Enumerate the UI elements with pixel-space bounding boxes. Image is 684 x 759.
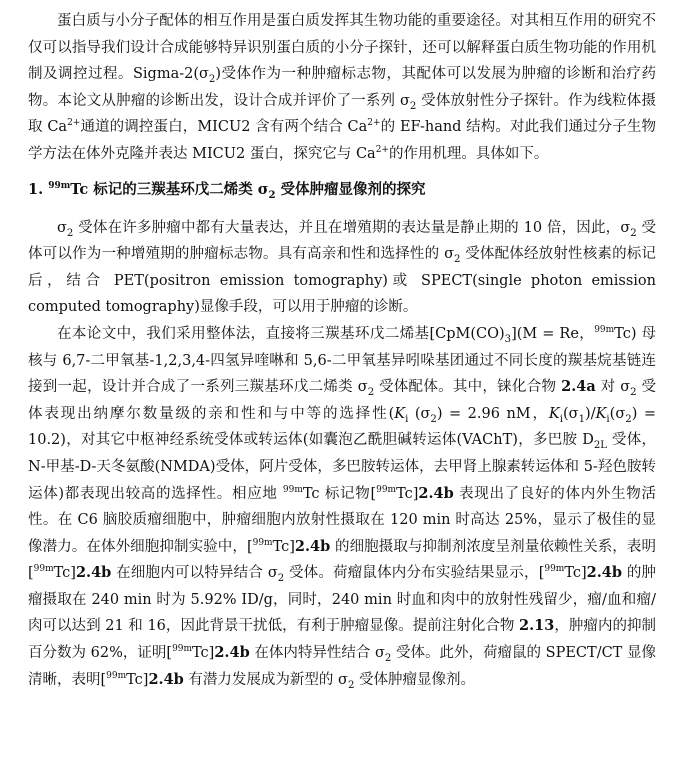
text-run: 的作用机理。具体如下。 [388, 145, 549, 162]
text-run: 受体。荷瘤鼠体内分布实验结果显示，[ [284, 565, 545, 582]
subscript: 2 [208, 74, 216, 86]
superscript: 99m [544, 564, 565, 575]
text-run: Tc 标记物[ [302, 485, 377, 502]
text-run: 受体放射性分子探针。作为线粒体摄取 Ca [28, 92, 657, 136]
text-run: Tc 标记的三羰基环戊二烯类 σ [70, 180, 269, 198]
subscript: 2 [430, 413, 437, 425]
subscript: i [606, 413, 610, 425]
superscript: 99m [33, 564, 54, 575]
bold-text: 2.4b [418, 484, 454, 502]
text-run: 在细胞内可以特异结合 σ [111, 565, 278, 582]
text-run: 在体内特异性结合 σ [249, 645, 385, 662]
text-run: Tc] [126, 671, 149, 688]
italic-text: K [394, 405, 406, 422]
superscript: 99m [48, 180, 71, 191]
subscript: 3 [504, 333, 512, 345]
text-run: 受体配体。其中，铼化合物 [374, 379, 562, 396]
text-run: 受体肿瘤显像剂。 [354, 671, 476, 688]
subscript: 2 [630, 387, 637, 399]
subscript: 2 [66, 227, 74, 239]
bold-text: 2.13 [519, 617, 555, 635]
subscript: 2 [625, 413, 632, 425]
text-run: Tc] [564, 565, 587, 582]
text-run: ，肿瘤内的抑制百分数为 62%，证明[ [28, 618, 656, 662]
superscript: 99m [282, 484, 303, 495]
text-run: ) = 2.96 nM， [436, 405, 549, 422]
text-run: 受体在许多肿瘤中都有大量表达，并且在增殖期的表达量是静止期的 10 倍，因此，σ [73, 219, 631, 236]
bold-text: 2.4b [75, 564, 112, 582]
text-run: 对 σ [595, 379, 631, 396]
text-run: Tc] [192, 645, 215, 662]
subscript: i [405, 413, 409, 425]
text-run: Tc) 母核与 6,7-二甲氧基-1,2,3,4-四氢异喹啉和 5,6-二甲氧基异吲哚基团通过不同长度的羰基烷基链连接到一起，设计并合成了一系列三羰基环戊二烯类 σ [28, 325, 656, 396]
text-run: 表现出了良好的体内外生物活性。在 C6 脑胶质瘤细胞中，肿瘤细胞内放射性摄取在 120 min 时高达 25%，显示了极佳的显像潜力。在体外细胞抑制实验中，[ [28, 485, 657, 555]
body-paragraph [28, 215, 656, 321]
text-run: (σ [408, 405, 431, 422]
section-body [28, 215, 656, 694]
text-run: 受体可以作为一种增殖期的肿瘤标志物。具有高亲和性和选择性的 σ [28, 219, 656, 263]
subscript: 2 [347, 679, 355, 691]
bold-text: 2.4b [294, 537, 331, 555]
text-run: 受体表现出纳摩尔数量级的亲和性和与中等的选择性( [28, 379, 657, 422]
text-run: Tc] [396, 485, 419, 502]
intro-paragraph [28, 8, 656, 168]
text-run: 1. [28, 180, 49, 198]
body-paragraph [28, 321, 656, 693]
text-run: 有潜力发展成为新型的 σ [183, 671, 348, 688]
subscript: 2 [268, 188, 276, 201]
subscript: 2 [277, 573, 285, 585]
text-run: σ [57, 219, 67, 236]
subscript: 2 [367, 387, 375, 399]
text-run: 通道的调控蛋白，MICU2 含有两个结合 Ca [80, 119, 368, 136]
subscript: 2 [409, 100, 417, 112]
text-run: 的肿瘤摄取在 240 min 时为 5.92% ID/g，同时，240 min 时血和肉中的放射性残留少，瘤/血和瘤/肉可以达到 21 和 16，因此背景干扰低，有利于肿瘤显像。提前注射化合物 [28, 565, 657, 635]
intro-section [28, 8, 656, 168]
subscript: 2 [453, 254, 461, 266]
italic-text: K [595, 405, 607, 422]
text-run: ](M = Re， [511, 325, 595, 342]
superscript: 2+ [375, 145, 389, 156]
italic-text: K [548, 405, 560, 422]
section-heading [28, 177, 656, 203]
bold-text: 2.4a [561, 378, 596, 396]
text-run: 受体肿瘤显像剂的探究 [275, 180, 426, 198]
text-run: Tc] [272, 538, 295, 555]
superscript: 99m [106, 670, 127, 681]
subscript: 2 [384, 652, 392, 664]
subscript: i [559, 413, 564, 425]
bold-text: 2.4b [148, 670, 184, 688]
text-run: 的 EF-hand 结构。对此我们通过分子生物学方法在体外克隆并表达 MICU2 蛋白，探究它与 Ca [28, 119, 657, 162]
superscript: 99m [594, 325, 615, 336]
text-run: 受体，N-甲基-D-天冬氨酸(NMDA)受体，阿片受体，多巴胺转运体，去甲肾上腺素转运体和 5-羟色胺转运体)都表现出较高的选择性。相应地 [28, 432, 656, 502]
text-run: ) = 10.2)，对其它中枢神经系统受体或转运体(如囊泡乙酰胆碱转运体(VAChT)，多巴胺 D [28, 405, 656, 449]
bold-text: 2.4b [586, 564, 623, 582]
text-run: (σ [563, 405, 579, 422]
superscript: 99m [376, 484, 397, 495]
bold-text: 2.4b [214, 644, 250, 662]
superscript: 99m [172, 644, 193, 655]
text-run: )受体作为一种肿瘤标志物，其配体可以发展为肿瘤的诊断和治疗药物。本论文从肿瘤的诊断出发，设计合成并评价了一系列 σ [28, 66, 656, 109]
text-run: )/ [585, 405, 596, 422]
text-run: 在本论文中，我们采用整体法，直接将三羰基环戊二烯基[CpM(CO) [57, 325, 505, 342]
text-run: (σ [609, 405, 626, 422]
subscript: 1 [578, 413, 586, 425]
superscript: 2+ [67, 118, 81, 129]
text-run: 受体配体经放射性核素的标记后，结合 PET(positron emission tomography)或 SPECT(single photon emission computed tomography)显像手段，可以用于肿瘤的诊断。 [28, 246, 656, 316]
superscript: 2+ [367, 118, 381, 129]
text-run: 蛋白质与小分子配体的相互作用是蛋白质发挥其生物功能的重要途径。对其相互作用的研究不仅可以指导我们设计合成能够特异识别蛋白质的小分子探针，还可以解释蛋白质生物功能的作用机制及调控过程。Sigma-2(σ [28, 13, 656, 83]
subscript: 2 [630, 227, 637, 239]
text-run: Tc] [53, 565, 76, 582]
subscript: 2L [593, 440, 608, 452]
superscript: 99m [252, 537, 273, 548]
text-run: 的细胞摄取与抑制剂浓度呈剂量依赖性关系，表明[ [28, 538, 657, 582]
text-run: 受体。此外，荷瘤鼠的 SPECT/CT 显像清晰，表明[ [28, 645, 656, 688]
